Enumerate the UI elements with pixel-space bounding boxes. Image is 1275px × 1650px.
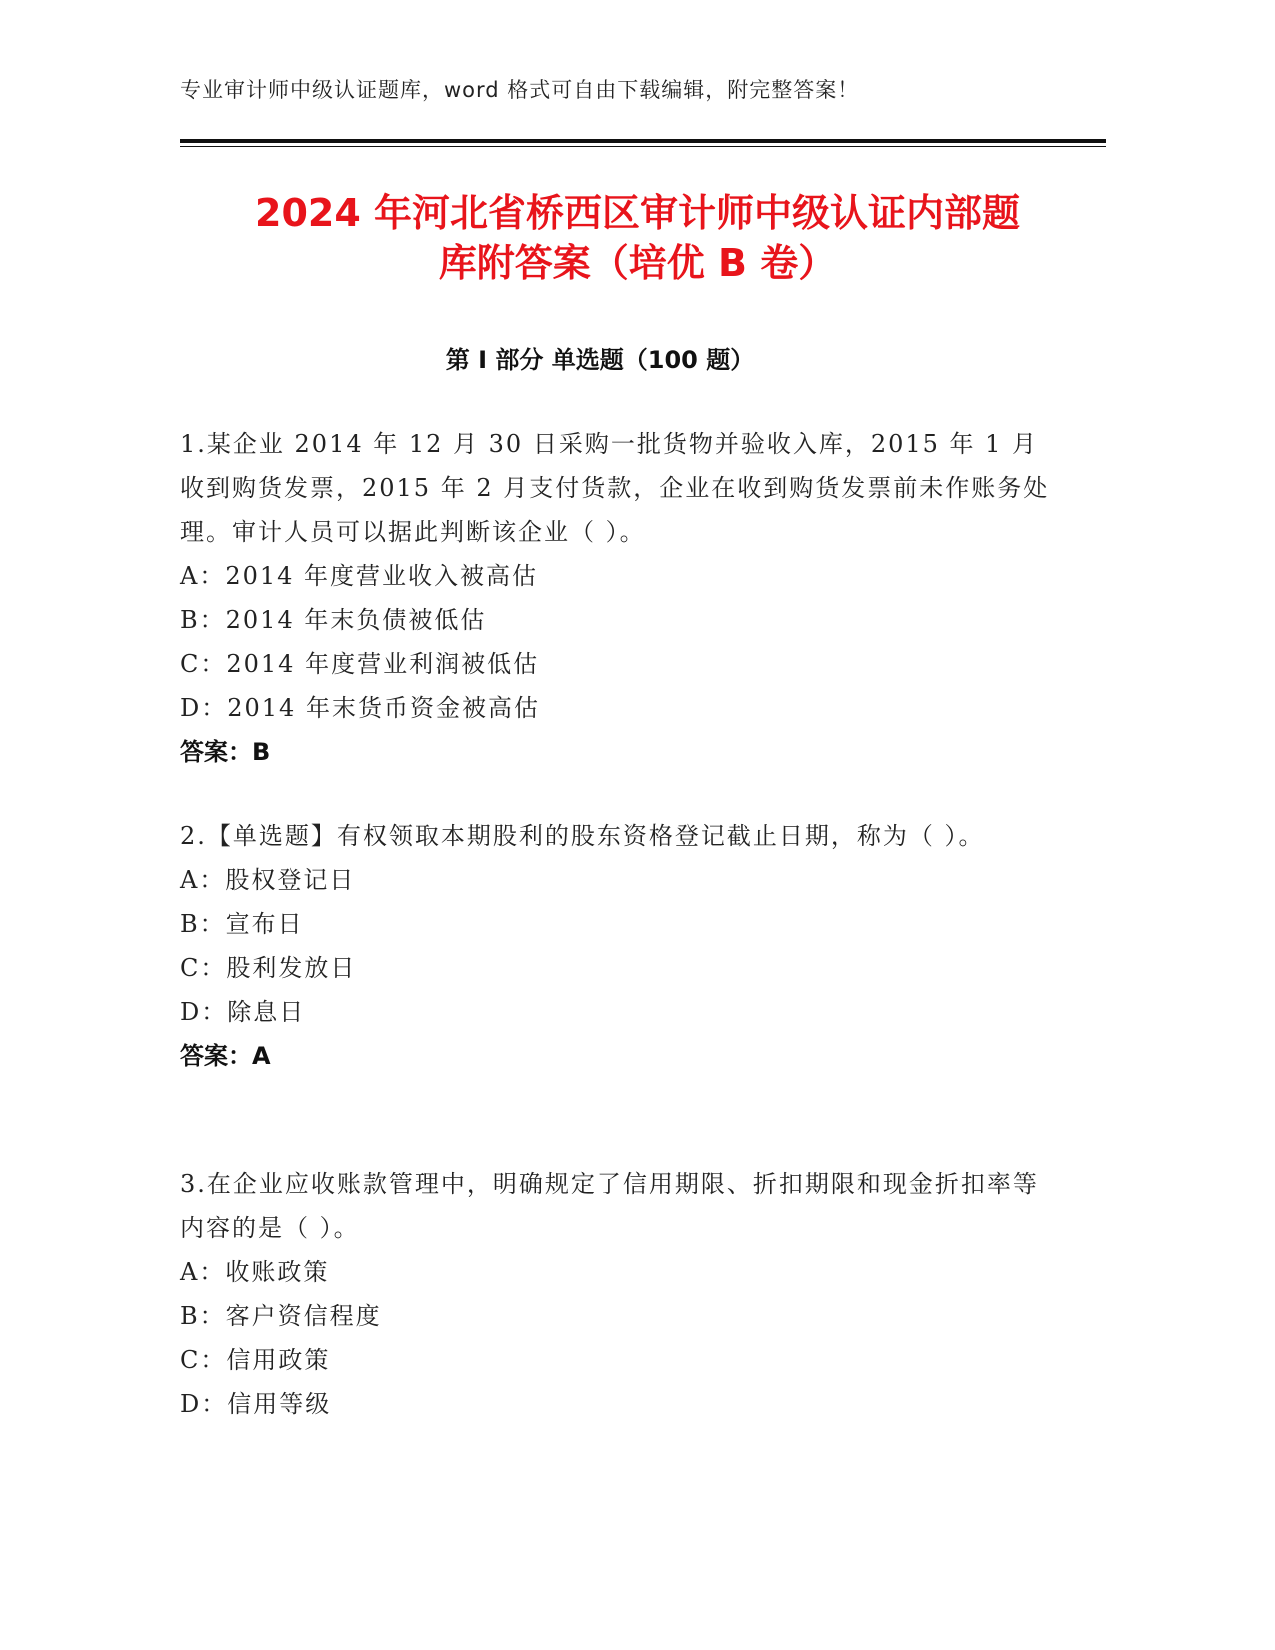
option-d: D：2014 年末货币资金被高估 <box>180 694 540 722</box>
option-b: B：宣布日 <box>180 910 304 938</box>
answer-line: 答案：B <box>180 738 271 766</box>
section-heading: 第 I 部分 单选题（100 题） <box>445 346 755 374</box>
option-a: A：2014 年度营业收入被高估 <box>180 562 539 590</box>
question-2 <box>180 814 1060 1078</box>
header-note: 专业审计师中级认证题库，word 格式可自由下载编辑，附完整答案！ <box>180 78 860 102</box>
question-stem: 2.【单选题】有权领取本期股利的股东资格登记截止日期，称为（ ）。 <box>180 822 985 850</box>
document-title-line2: 库附答案（培优 B 卷） <box>438 241 837 285</box>
option-d: D：信用等级 <box>180 1390 332 1418</box>
option-c: C：2014 年度营业利润被低估 <box>180 650 540 678</box>
option-d: D：除息日 <box>180 998 306 1026</box>
option-b: B：2014 年末负债被低估 <box>180 606 487 634</box>
header-rule-thin <box>180 146 1106 147</box>
answer-line: 答案：A <box>180 1042 271 1070</box>
question-1 <box>180 422 1060 774</box>
document-title <box>150 188 1125 288</box>
question-stem: 1.某企业 2014 年 12 月 30 日采购一批货物并验收入库，2015 年 1 月收到购货发票，2015 年 2 月支付货款，企业在收到购货发票前未作账务处理。审计人员可以据此判断该企业（ ）。 <box>180 430 1050 546</box>
header-rule-thick <box>180 139 1106 143</box>
question-3 <box>180 1162 1060 1426</box>
question-stem: 3.在企业应收账款管理中，明确规定了信用期限、折扣期限和现金折扣率等内容的是（ ）。 <box>180 1170 1039 1242</box>
option-a: A：股权登记日 <box>180 866 356 894</box>
option-b: B：客户资信程度 <box>180 1302 382 1330</box>
option-c: C：信用政策 <box>180 1346 331 1374</box>
document-title-line1: 2024 年河北省桥西区审计师中级认证内部题 <box>255 191 1020 235</box>
option-a: A：收账政策 <box>180 1258 330 1286</box>
option-c: C：股利发放日 <box>180 954 357 982</box>
